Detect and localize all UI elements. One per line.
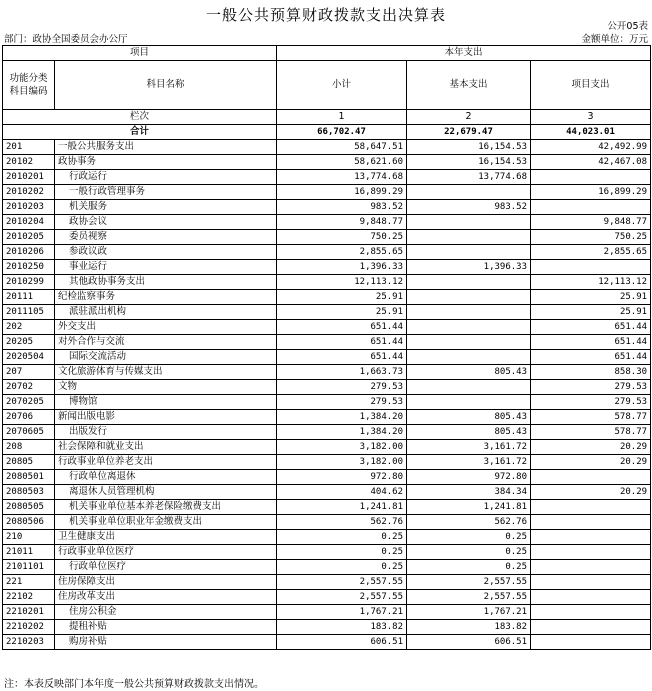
total-project: 44,023.01 — [531, 125, 651, 140]
row-project — [531, 545, 651, 560]
row-basic: 384.34 — [407, 485, 531, 500]
department-label: 部门：政协全国委员会办公厅 — [4, 34, 128, 45]
row-basic: 2,557.55 — [407, 575, 531, 590]
table-row — [3, 140, 651, 155]
header-row-1 — [3, 46, 651, 61]
row-subtotal: 183.82 — [277, 620, 407, 635]
row-project: 651.44 — [531, 335, 651, 350]
row-project — [531, 605, 651, 620]
row-subtotal: 562.76 — [277, 515, 407, 530]
row-basic — [407, 320, 531, 335]
row-subtotal: 1,384.20 — [277, 425, 407, 440]
row-subject-name: 一般行政管理事务 — [55, 185, 277, 200]
table-row — [3, 395, 651, 410]
row-subtotal: 404.62 — [277, 485, 407, 500]
row-project: 20.29 — [531, 455, 651, 470]
expenditure-table — [2, 45, 651, 650]
row-basic: 3,161.72 — [407, 455, 531, 470]
row-project: 20.29 — [531, 485, 651, 500]
row-project — [531, 560, 651, 575]
row-subtotal: 279.53 — [277, 380, 407, 395]
table-row — [3, 635, 651, 650]
row-project: 20.29 — [531, 440, 651, 455]
row-subtotal: 3,182.00 — [277, 455, 407, 470]
row-subject-name: 博物馆 — [55, 395, 277, 410]
table-row — [3, 455, 651, 470]
row-code: 20706 — [3, 410, 55, 425]
total-basic: 22,679.47 — [407, 125, 531, 140]
column-label: 栏次 — [3, 110, 277, 125]
table-row — [3, 290, 651, 305]
row-subtotal: 2,557.55 — [277, 575, 407, 590]
row-code: 20702 — [3, 380, 55, 395]
row-project — [531, 635, 651, 650]
row-subject-name: 其他政协事务支出 — [55, 275, 277, 290]
row-subtotal: 0.25 — [277, 545, 407, 560]
row-basic — [407, 290, 531, 305]
row-subject-name: 住房改革支出 — [55, 590, 277, 605]
table-row — [3, 305, 651, 320]
row-subtotal: 750.25 — [277, 230, 407, 245]
row-subject-name: 对外合作与交流 — [55, 335, 277, 350]
row-code: 20205 — [3, 335, 55, 350]
row-subject-name: 社会保障和就业支出 — [55, 440, 277, 455]
row-subject-name: 派驻派出机构 — [55, 305, 277, 320]
row-code: 2010203 — [3, 200, 55, 215]
row-code: 2070205 — [3, 395, 55, 410]
table-row — [3, 605, 651, 620]
row-code: 207 — [3, 365, 55, 380]
row-subtotal: 25.91 — [277, 290, 407, 305]
row-subject-name: 住房保障支出 — [55, 575, 277, 590]
row-subtotal: 279.53 — [277, 395, 407, 410]
row-code: 21011 — [3, 545, 55, 560]
table-row — [3, 365, 651, 380]
row-project: 279.53 — [531, 380, 651, 395]
row-project: 42,492.99 — [531, 140, 651, 155]
row-code: 2010206 — [3, 245, 55, 260]
row-project: 279.53 — [531, 395, 651, 410]
row-subtotal: 2,855.65 — [277, 245, 407, 260]
row-subject-name: 机关事业单位职业年金缴费支出 — [55, 515, 277, 530]
row-project: 750.25 — [531, 230, 651, 245]
table-row — [3, 380, 651, 395]
header-basic: 基本支出 — [407, 61, 531, 110]
table-row — [3, 530, 651, 545]
row-project: 25.91 — [531, 305, 651, 320]
table-row — [3, 425, 651, 440]
row-basic — [407, 275, 531, 290]
row-basic: 0.25 — [407, 560, 531, 575]
row-subject-name: 行政单位医疗 — [55, 560, 277, 575]
row-subtotal: 58,621.60 — [277, 155, 407, 170]
row-subject-name: 提租补贴 — [55, 620, 277, 635]
row-subtotal: 1,384.20 — [277, 410, 407, 425]
row-subject-name: 行政事业单位养老支出 — [55, 455, 277, 470]
row-subject-name: 行政事业单位医疗 — [55, 545, 277, 560]
row-subject-name: 机关服务 — [55, 200, 277, 215]
row-subtotal: 972.80 — [277, 470, 407, 485]
row-code: 2020504 — [3, 350, 55, 365]
table-row — [3, 185, 651, 200]
column-index-2: 2 — [407, 110, 531, 125]
table-row — [3, 620, 651, 635]
row-project — [531, 530, 651, 545]
total-row — [3, 125, 651, 140]
table-row — [3, 500, 651, 515]
row-project — [531, 590, 651, 605]
header-project: 项目支出 — [531, 61, 651, 110]
row-basic: 16,154.53 — [407, 155, 531, 170]
row-subject-name: 新闻出版电影 — [55, 410, 277, 425]
row-code: 20111 — [3, 290, 55, 305]
row-basic: 606.51 — [407, 635, 531, 650]
row-subject-name: 一般公共服务支出 — [55, 140, 277, 155]
row-code: 2010201 — [3, 170, 55, 185]
header-current-year: 本年支出 — [277, 46, 651, 61]
row-project: 651.44 — [531, 350, 651, 365]
row-code: 2210201 — [3, 605, 55, 620]
row-code: 2010202 — [3, 185, 55, 200]
row-code: 2010205 — [3, 230, 55, 245]
table-row — [3, 575, 651, 590]
row-subject-name: 卫生健康支出 — [55, 530, 277, 545]
row-project — [531, 260, 651, 275]
row-basic — [407, 305, 531, 320]
table-row — [3, 515, 651, 530]
row-code: 2010250 — [3, 260, 55, 275]
table-row — [3, 350, 651, 365]
row-basic: 805.43 — [407, 425, 531, 440]
table-row — [3, 335, 651, 350]
column-index-1: 1 — [277, 110, 407, 125]
row-subtotal: 606.51 — [277, 635, 407, 650]
row-subject-name: 购房补贴 — [55, 635, 277, 650]
row-project: 16,899.29 — [531, 185, 651, 200]
row-subject-name: 事业运行 — [55, 260, 277, 275]
row-project: 858.30 — [531, 365, 651, 380]
row-basic: 805.43 — [407, 365, 531, 380]
row-basic: 972.80 — [407, 470, 531, 485]
row-project: 2,855.65 — [531, 245, 651, 260]
table-row — [3, 200, 651, 215]
table-row — [3, 470, 651, 485]
row-subject-name: 委员视察 — [55, 230, 277, 245]
row-project: 578.77 — [531, 410, 651, 425]
row-project — [531, 200, 651, 215]
row-subtotal: 16,899.29 — [277, 185, 407, 200]
table-row — [3, 410, 651, 425]
row-subtotal: 651.44 — [277, 350, 407, 365]
unit-label: 金额单位：万元 — [581, 34, 648, 45]
row-code: 210 — [3, 530, 55, 545]
row-code: 201 — [3, 140, 55, 155]
row-code: 2010299 — [3, 275, 55, 290]
row-subject-name: 国际交流活动 — [55, 350, 277, 365]
row-subject-name: 住房公积金 — [55, 605, 277, 620]
table-row — [3, 230, 651, 245]
row-subtotal: 0.25 — [277, 560, 407, 575]
row-project: 9,848.77 — [531, 215, 651, 230]
row-project — [531, 470, 651, 485]
row-basic — [407, 230, 531, 245]
header-subject-name: 科目名称 — [55, 61, 277, 110]
row-code: 2210202 — [3, 620, 55, 635]
row-code: 2070605 — [3, 425, 55, 440]
table-row — [3, 485, 651, 500]
row-basic: 983.52 — [407, 200, 531, 215]
row-code: 202 — [3, 320, 55, 335]
row-subject-name: 文物 — [55, 380, 277, 395]
header-row-2 — [3, 61, 651, 110]
row-basic: 1,396.33 — [407, 260, 531, 275]
row-basic — [407, 395, 531, 410]
row-code: 2080506 — [3, 515, 55, 530]
row-project: 578.77 — [531, 425, 651, 440]
table-row — [3, 590, 651, 605]
row-subtotal: 13,774.68 — [277, 170, 407, 185]
table-row — [3, 170, 651, 185]
row-subject-name: 政协事务 — [55, 155, 277, 170]
row-code: 208 — [3, 440, 55, 455]
row-project — [531, 170, 651, 185]
row-project: 12,113.12 — [531, 275, 651, 290]
row-basic: 1,767.21 — [407, 605, 531, 620]
table-row — [3, 275, 651, 290]
row-subject-name: 行政运行 — [55, 170, 277, 185]
row-code: 22102 — [3, 590, 55, 605]
table-row — [3, 320, 651, 335]
row-subtotal: 1,663.73 — [277, 365, 407, 380]
row-subject-name: 外交支出 — [55, 320, 277, 335]
row-project: 42,467.08 — [531, 155, 651, 170]
row-code: 2080503 — [3, 485, 55, 500]
row-subtotal: 0.25 — [277, 530, 407, 545]
row-basic: 805.43 — [407, 410, 531, 425]
row-basic: 1,241.81 — [407, 500, 531, 515]
form-number: 公开05表 — [607, 21, 648, 32]
row-code: 2080501 — [3, 470, 55, 485]
row-subtotal: 25.91 — [277, 305, 407, 320]
table-row — [3, 215, 651, 230]
row-basic — [407, 335, 531, 350]
row-subtotal: 651.44 — [277, 335, 407, 350]
row-subtotal: 983.52 — [277, 200, 407, 215]
row-code: 2210203 — [3, 635, 55, 650]
table-row — [3, 440, 651, 455]
row-subject-name: 离退休人员管理机构 — [55, 485, 277, 500]
row-subtotal: 2,557.55 — [277, 590, 407, 605]
row-project — [531, 515, 651, 530]
table-row — [3, 245, 651, 260]
row-subject-name: 参政议政 — [55, 245, 277, 260]
table-row — [3, 545, 651, 560]
row-basic: 2,557.55 — [407, 590, 531, 605]
row-basic: 562.76 — [407, 515, 531, 530]
row-subject-name: 政协会议 — [55, 215, 277, 230]
row-subtotal: 3,182.00 — [277, 440, 407, 455]
row-basic — [407, 245, 531, 260]
footnote: 注：本表反映部门本年度一般公共预算财政拨款支出情况。 — [4, 679, 264, 690]
row-code: 20805 — [3, 455, 55, 470]
row-project — [531, 500, 651, 515]
row-basic: 16,154.53 — [407, 140, 531, 155]
total-label: 合计 — [3, 125, 277, 140]
row-basic — [407, 350, 531, 365]
row-subtotal: 58,647.51 — [277, 140, 407, 155]
row-basic: 183.82 — [407, 620, 531, 635]
page-title: 一般公共预算财政拨款支出决算表 — [205, 6, 446, 24]
row-subtotal: 1,241.81 — [277, 500, 407, 515]
row-basic: 0.25 — [407, 530, 531, 545]
row-subtotal: 9,848.77 — [277, 215, 407, 230]
row-project: 25.91 — [531, 290, 651, 305]
row-code: 2101101 — [3, 560, 55, 575]
row-subject-name: 机关事业单位基本养老保险缴费支出 — [55, 500, 277, 515]
row-basic — [407, 380, 531, 395]
header-func-code: 功能分类科目编码 — [3, 61, 55, 110]
row-code: 2010204 — [3, 215, 55, 230]
row-basic: 13,774.68 — [407, 170, 531, 185]
table-row — [3, 260, 651, 275]
row-subject-name: 行政单位离退休 — [55, 470, 277, 485]
table-row — [3, 560, 651, 575]
row-project: 651.44 — [531, 320, 651, 335]
row-code: 2080505 — [3, 500, 55, 515]
header-subtotal: 小计 — [277, 61, 407, 110]
row-project — [531, 620, 651, 635]
row-subtotal: 1,767.21 — [277, 605, 407, 620]
row-basic — [407, 215, 531, 230]
column-index-3: 3 — [531, 110, 651, 125]
total-subtotal: 66,702.47 — [277, 125, 407, 140]
row-code: 221 — [3, 575, 55, 590]
row-code: 20102 — [3, 155, 55, 170]
row-code: 2011105 — [3, 305, 55, 320]
row-subtotal: 651.44 — [277, 320, 407, 335]
row-subject-name: 文化旅游体育与传媒支出 — [55, 365, 277, 380]
row-project — [531, 575, 651, 590]
header-item: 项目 — [3, 46, 277, 61]
table-row — [3, 155, 651, 170]
row-basic: 3,161.72 — [407, 440, 531, 455]
row-subtotal: 1,396.33 — [277, 260, 407, 275]
row-subject-name: 纪检监察事务 — [55, 290, 277, 305]
row-subtotal: 12,113.12 — [277, 275, 407, 290]
column-index-row — [3, 110, 651, 125]
row-basic — [407, 185, 531, 200]
row-subject-name: 出版发行 — [55, 425, 277, 440]
row-basic: 0.25 — [407, 545, 531, 560]
